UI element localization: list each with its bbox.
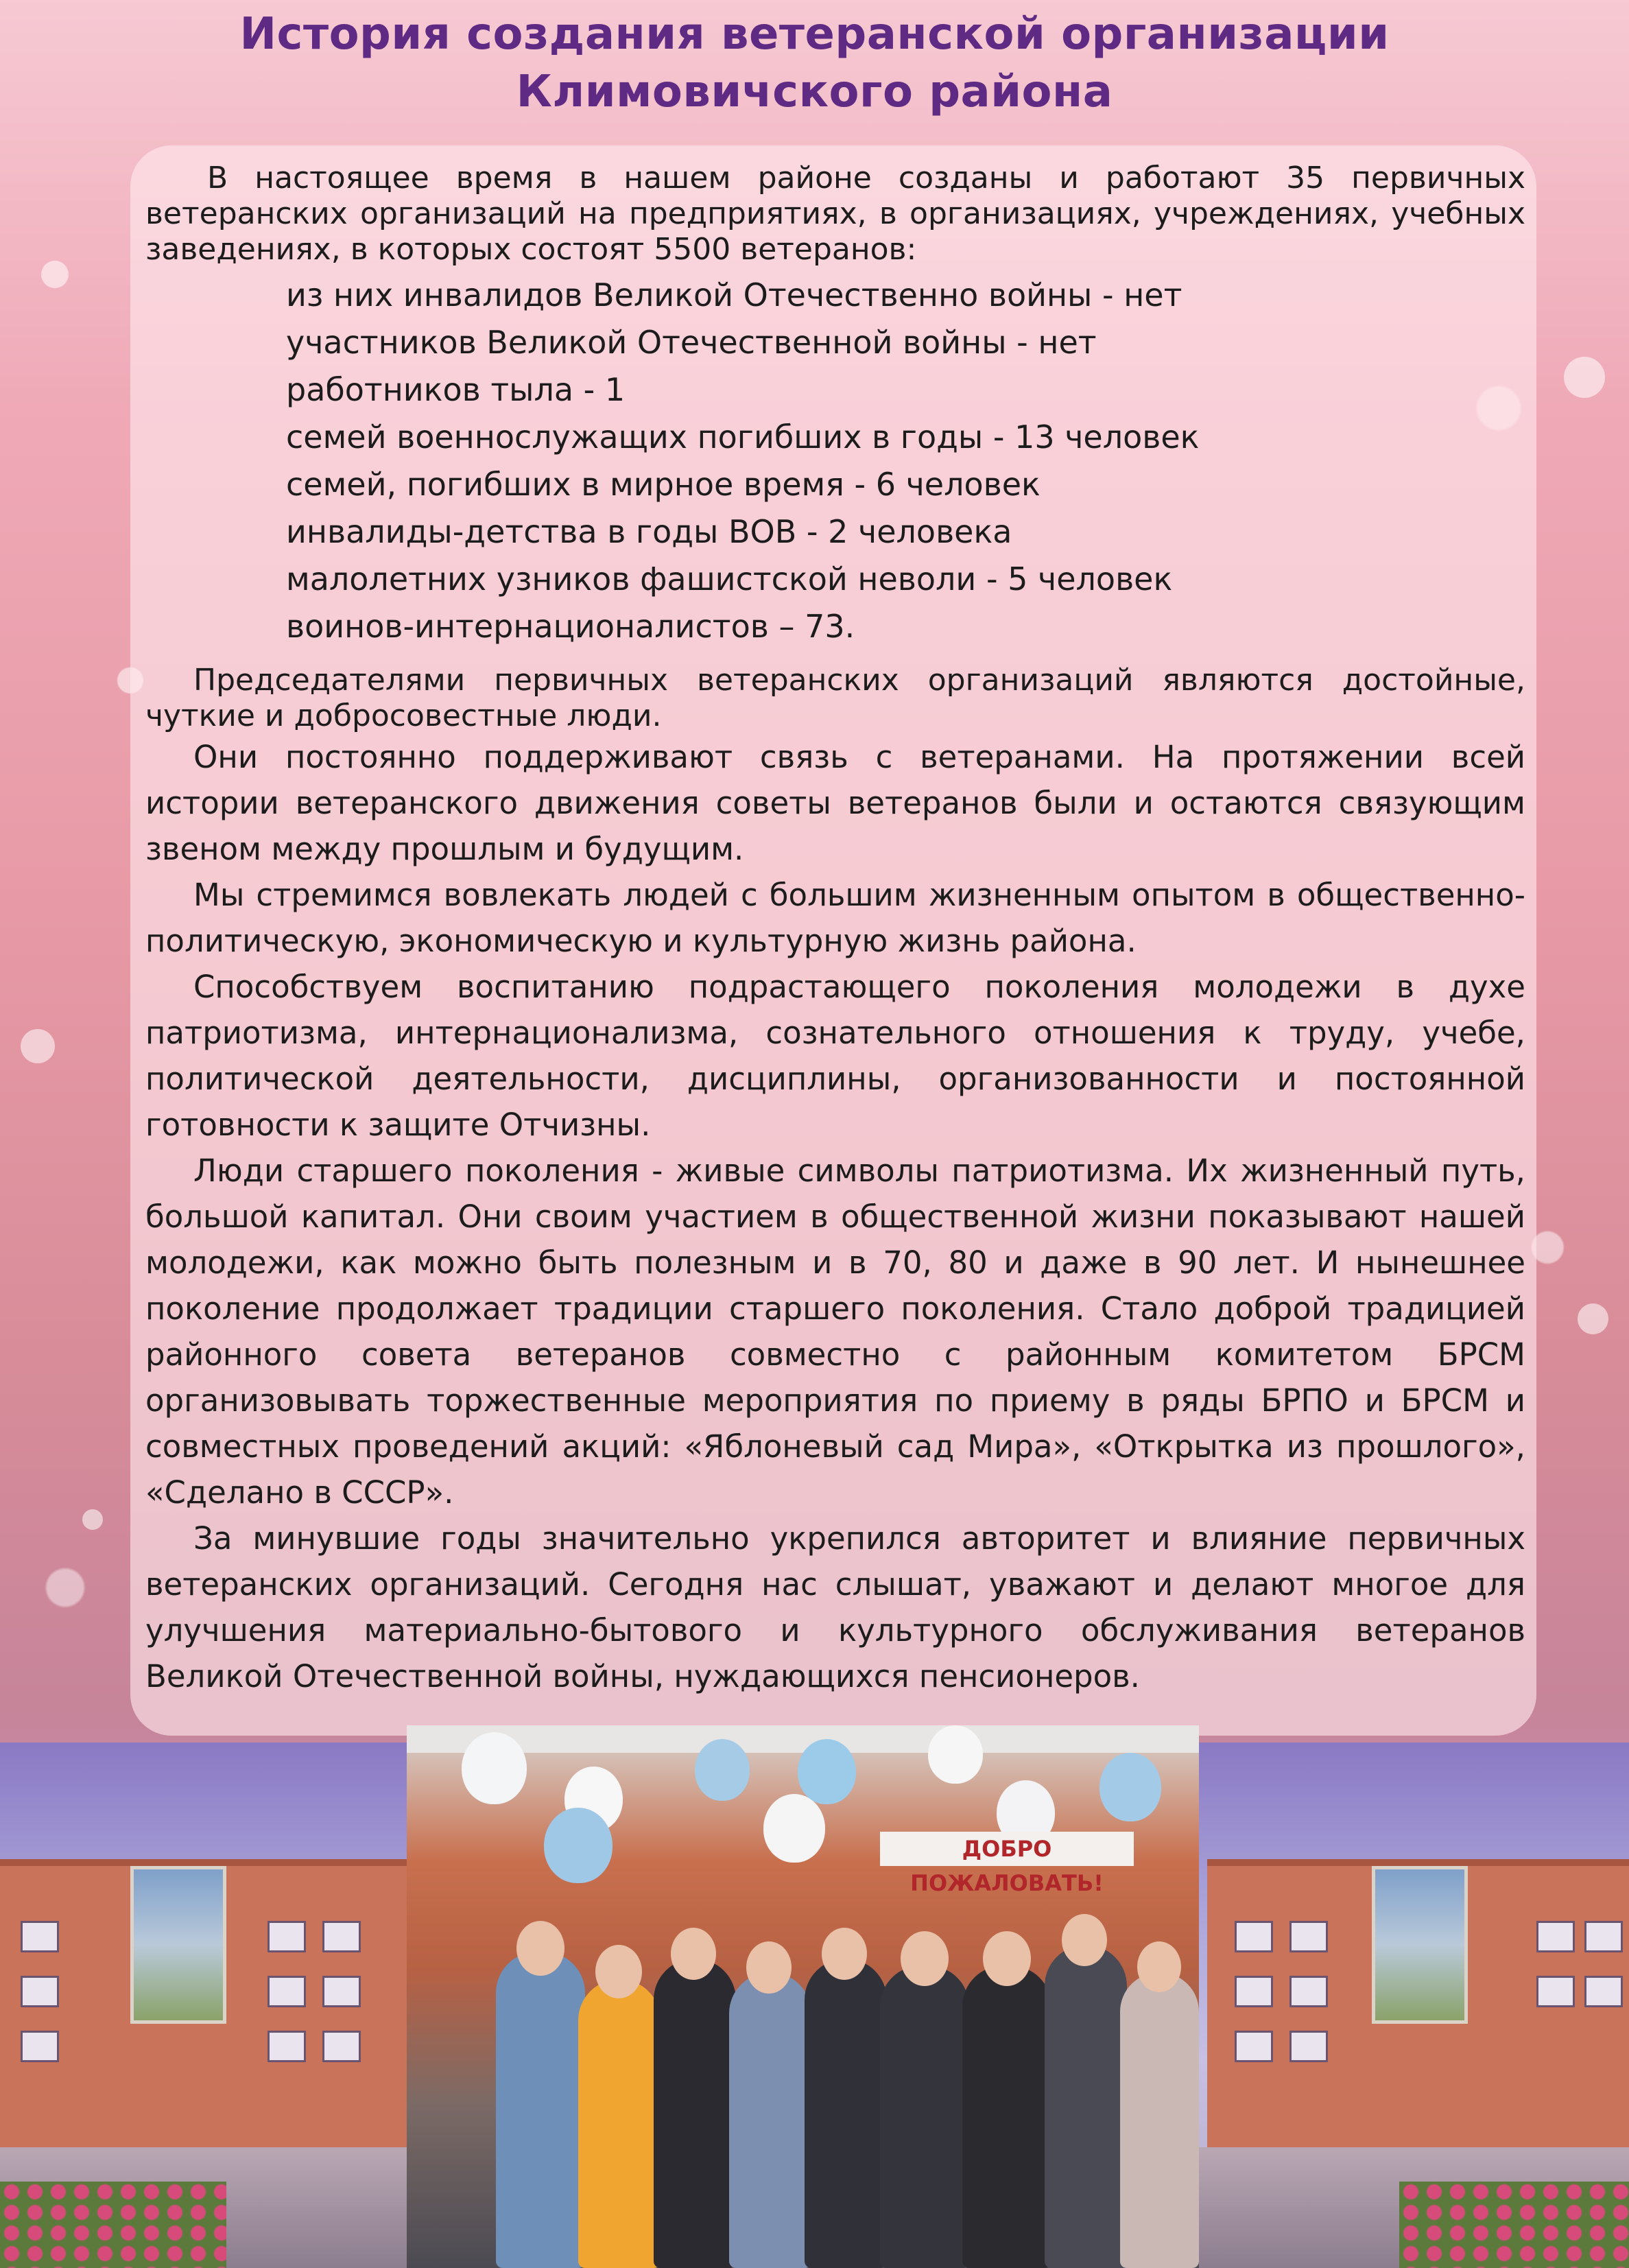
balloon bbox=[763, 1794, 825, 1863]
window bbox=[267, 1921, 306, 1952]
person-head bbox=[671, 1928, 716, 1980]
sparkle-decoration bbox=[1564, 357, 1605, 398]
balloon bbox=[1099, 1753, 1161, 1821]
window bbox=[1289, 2031, 1328, 2062]
window bbox=[1289, 1976, 1328, 2007]
stats-item: из них инвалидов Великой Отечественно войны - нет bbox=[286, 276, 1182, 314]
person-head bbox=[822, 1928, 867, 1980]
page-title bbox=[0, 5, 1629, 121]
balloon bbox=[928, 1725, 983, 1784]
body-paragraph: Люди старшего поколения - живые символы патриотизма. Их жизненный путь, большой капитал. Они своим участием в общественной жизни показывают нашей молодежи, как можно быть полезным и в 70, 80 и даже в 90 лет. И нынешнее поколение продолжает традиции старшего поколения. Стало доброй традицией районного совета ветеранов совместно с районным комитетом БРСМ организовывать торжественные мероприятия по приему в ряды БРПО и БРСМ и совместных проведений акций: «Яблоневый сад Мира», «Открытка из прошлого», «Сделано в СССР». bbox=[145, 1153, 1525, 1511]
person-head bbox=[516, 1921, 564, 1976]
person bbox=[729, 1972, 811, 2268]
mural-left bbox=[130, 1866, 226, 2024]
window bbox=[1235, 1976, 1273, 2007]
person-head bbox=[1137, 1941, 1181, 1992]
balloon bbox=[544, 1808, 613, 1883]
window bbox=[322, 2031, 361, 2062]
mural-right bbox=[1372, 1866, 1468, 2024]
person bbox=[880, 1965, 969, 2268]
intro-paragraph: В настоящее время в нашем районе созданы и работают 35 первичных ветеранских организаций на предприятиях, в организациях, учреждениях, учебных заведениях, в которых состоят 5500 ветеранов: bbox=[145, 161, 1525, 267]
window bbox=[1584, 1921, 1623, 1952]
window bbox=[322, 1976, 361, 2007]
sparkle-decoration bbox=[1578, 1303, 1608, 1334]
person bbox=[496, 1952, 585, 2268]
window bbox=[21, 1921, 59, 1952]
window bbox=[1584, 1976, 1623, 2007]
balloon bbox=[798, 1739, 856, 1804]
window bbox=[267, 2031, 306, 2062]
person-head bbox=[1062, 1914, 1107, 1966]
stats-list bbox=[286, 272, 1525, 650]
person bbox=[578, 1979, 661, 2268]
body-paragraph: Они постоянно поддерживают связь с ветеранами. На протяжении всей истории ветеранского движения советы ветеранов были и остаются связующим звеном между прошлым и будущим. bbox=[145, 739, 1525, 867]
stats-item: семей, погибших в мирное время - 6 человек bbox=[286, 466, 1041, 503]
welcome-sign: ДОБРО ПОЖАЛОВАТЬ! bbox=[880, 1832, 1134, 1866]
photo-sky bbox=[407, 1725, 1199, 1753]
sparkle-decoration bbox=[82, 1509, 103, 1530]
balloon bbox=[462, 1732, 527, 1804]
window bbox=[1536, 1921, 1575, 1952]
sparkle-decoration bbox=[21, 1029, 55, 1063]
group-photo bbox=[407, 1725, 1199, 2268]
stats-item: малолетних узников фашистской неволи - 5 человек bbox=[286, 560, 1173, 598]
flowerbed-left bbox=[0, 2182, 226, 2268]
window bbox=[267, 1976, 306, 2007]
window bbox=[1235, 2031, 1273, 2062]
window bbox=[1289, 1921, 1328, 1952]
body-paragraph: За минувшие годы значительно укрепился авторитет и влияние первичных ветеранских организаций. Сегодня нас слышат, уважают и делают многое для улучшения материально-бытового и культурного обслуживания ветеранов Великой Отечественной войны, нуждающихся пенсионеров. bbox=[145, 1520, 1525, 1694]
flowerbed-right bbox=[1399, 2182, 1629, 2268]
stats-item: участников Великой Отечественной войны - нет bbox=[286, 324, 1097, 361]
person bbox=[1045, 1945, 1127, 2268]
body-paragraph: Способствуем воспитанию подрастающего поколения молодежи в духе патриотизма, интернационализма, сознательного отношения к труду, учебе, политической деятельности, дисциплины, организованности и постоянной готовности к защите Отчизны. bbox=[145, 969, 1525, 1143]
stats-item: работников тыла - 1 bbox=[286, 371, 626, 408]
stats-item: семей военнослужащих погибших в годы - 13 человек bbox=[286, 418, 1200, 456]
body-paragraph: Мы стремимся вовлекать людей с большим жизненным опытом в общественно-политическую, экономическую и культурную жизнь района. bbox=[145, 877, 1525, 959]
window bbox=[21, 2031, 59, 2062]
sparkle-decoration bbox=[41, 261, 69, 288]
person bbox=[962, 1965, 1051, 2268]
window bbox=[21, 1976, 59, 2007]
stats-item: воинов-интернационалистов – 73. bbox=[286, 608, 855, 645]
window bbox=[1235, 1921, 1273, 1952]
person bbox=[654, 1959, 736, 2268]
stats-item: инвалиды-детства в годы ВОВ - 2 человека bbox=[286, 513, 1012, 550]
person bbox=[805, 1959, 887, 2268]
title-line-1: История создания ветеранской организации bbox=[239, 9, 1390, 60]
balloon bbox=[695, 1739, 750, 1801]
body-paragraph: Председателями первичных ветеранских организаций являются достойные, чуткие и добросовестные люди. bbox=[145, 663, 1525, 733]
person-head bbox=[595, 1945, 642, 1998]
article-body bbox=[145, 161, 1525, 1699]
person-head bbox=[983, 1931, 1031, 1986]
window bbox=[1536, 1976, 1575, 2007]
person-head bbox=[901, 1931, 949, 1986]
title-line-2: Климовичского района bbox=[516, 67, 1113, 117]
person-head bbox=[746, 1941, 792, 1994]
window bbox=[322, 1921, 361, 1952]
person bbox=[1120, 1972, 1199, 2268]
